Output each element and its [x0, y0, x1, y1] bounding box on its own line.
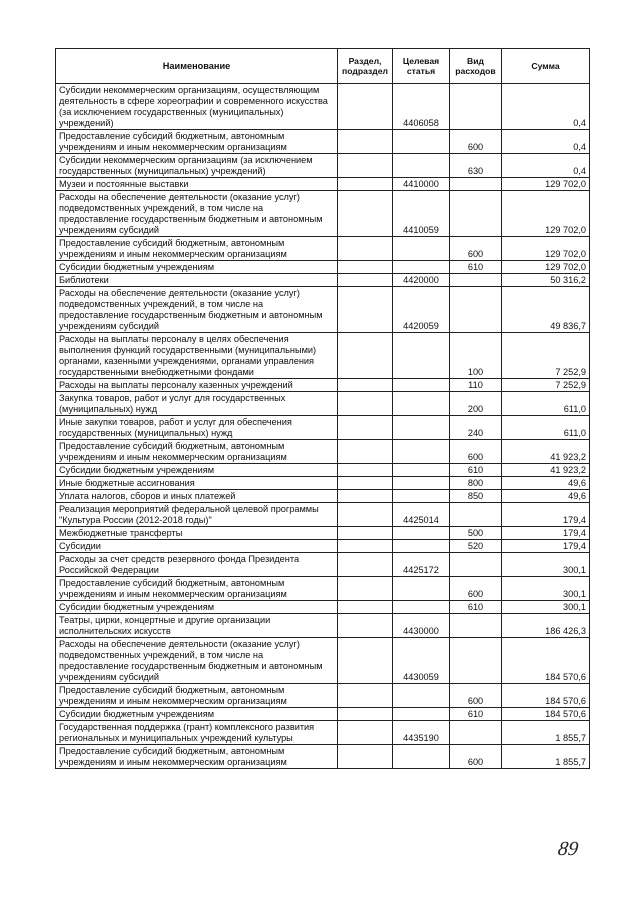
row-section — [338, 379, 393, 392]
row-type: 520 — [450, 540, 502, 553]
table-row — [56, 84, 590, 130]
row-sum: 184 570,6 — [502, 638, 590, 684]
table-row — [56, 416, 590, 440]
row-target: 4430000 — [393, 614, 450, 638]
row-target: 4425172 — [393, 553, 450, 577]
table-row — [56, 638, 590, 684]
row-target — [393, 527, 450, 540]
header-section: Раздел, подраздел — [338, 49, 393, 84]
row-target — [393, 130, 450, 154]
row-name: Расходы за счет средств резервного фонда Президента Российской Федерации — [56, 553, 338, 577]
row-sum: 179,4 — [502, 527, 590, 540]
row-sum: 49 836,7 — [502, 287, 590, 333]
row-target — [393, 379, 450, 392]
row-type: 600 — [450, 745, 502, 769]
row-section — [338, 601, 393, 614]
row-section — [338, 477, 393, 490]
row-sum: 0,4 — [502, 130, 590, 154]
row-target: 4420059 — [393, 287, 450, 333]
row-type — [450, 721, 502, 745]
row-section — [338, 638, 393, 684]
row-type — [450, 638, 502, 684]
table-header-row — [56, 49, 590, 84]
row-name: Предоставление субсидий бюджетным, автономным учреждениям и иным некоммерческим организациям — [56, 237, 338, 261]
row-sum: 49,6 — [502, 490, 590, 503]
table-row — [56, 440, 590, 464]
table-row — [56, 745, 590, 769]
row-target: 4410000 — [393, 178, 450, 191]
header-name: Наименование — [56, 49, 338, 84]
row-target — [393, 392, 450, 416]
row-type: 600 — [450, 237, 502, 261]
row-section — [338, 684, 393, 708]
table-row — [56, 527, 590, 540]
row-section — [338, 261, 393, 274]
row-name: Предоставление субсидий бюджетным, автономным учреждениям и иным некоммерческим организациям — [56, 130, 338, 154]
row-name: Субсидии некоммерческим организациям (за исключением государственных (муниципальных) учреждений) — [56, 154, 338, 178]
row-type: 240 — [450, 416, 502, 440]
row-section — [338, 333, 393, 379]
row-section — [338, 540, 393, 553]
row-name: Субсидии бюджетным учреждениям — [56, 261, 338, 274]
row-target: 4425014 — [393, 503, 450, 527]
row-target: 4406058 — [393, 84, 450, 130]
table-row — [56, 490, 590, 503]
row-sum: 129 702,0 — [502, 178, 590, 191]
table-row — [56, 684, 590, 708]
row-target — [393, 477, 450, 490]
header-target: Целевая статья — [393, 49, 450, 84]
budget-table-sheet — [55, 48, 589, 769]
table-row — [56, 601, 590, 614]
row-sum: 300,1 — [502, 553, 590, 577]
row-type — [450, 614, 502, 638]
row-type: 800 — [450, 477, 502, 490]
row-sum: 0,4 — [502, 84, 590, 130]
row-name: Субсидии некоммерческим организациям, осуществляющим деятельность в сфере хореографии и современного искусства (за исключением государственных (муниципальных) учреждений) — [56, 84, 338, 130]
row-type: 100 — [450, 333, 502, 379]
row-type: 630 — [450, 154, 502, 178]
row-sum: 1 855,7 — [502, 721, 590, 745]
row-target — [393, 464, 450, 477]
row-target — [393, 601, 450, 614]
row-type: 610 — [450, 708, 502, 721]
header-type: Вид расходов — [450, 49, 502, 84]
row-sum: 0,4 — [502, 154, 590, 178]
table-row — [56, 392, 590, 416]
row-sum: 41 923,2 — [502, 440, 590, 464]
row-section — [338, 708, 393, 721]
table-row — [56, 708, 590, 721]
row-name: Библиотеки — [56, 274, 338, 287]
row-name: Субсидии бюджетным учреждениям — [56, 601, 338, 614]
row-target — [393, 237, 450, 261]
row-type: 610 — [450, 464, 502, 477]
row-name: Государственная поддержка (грант) комплексного развития региональных и муниципальных учреждений культуры — [56, 721, 338, 745]
row-type: 610 — [450, 261, 502, 274]
row-name: Театры, цирки, концертные и другие организации исполнительских искусств — [56, 614, 338, 638]
row-name: Расходы на выплаты персоналу казенных учреждений — [56, 379, 338, 392]
row-target — [393, 745, 450, 769]
row-sum: 184 570,6 — [502, 708, 590, 721]
row-name: Предоставление субсидий бюджетным, автономным учреждениям и иным некоммерческим организациям — [56, 577, 338, 601]
row-sum: 50 316,2 — [502, 274, 590, 287]
table-body — [56, 84, 590, 769]
row-section — [338, 237, 393, 261]
row-sum: 300,1 — [502, 577, 590, 601]
row-target: 4420000 — [393, 274, 450, 287]
row-name: Предоставление субсидий бюджетным, автономным учреждениям и иным некоммерческим организациям — [56, 684, 338, 708]
row-name: Субсидии бюджетным учреждениям — [56, 464, 338, 477]
row-type — [450, 274, 502, 287]
row-target — [393, 416, 450, 440]
row-target: 4435190 — [393, 721, 450, 745]
row-target — [393, 333, 450, 379]
table-row — [56, 577, 590, 601]
table-row — [56, 553, 590, 577]
row-target — [393, 684, 450, 708]
row-target — [393, 577, 450, 601]
row-sum: 7 252,9 — [502, 379, 590, 392]
row-type: 200 — [450, 392, 502, 416]
header-sum: Сумма — [502, 49, 590, 84]
row-sum: 611,0 — [502, 392, 590, 416]
row-type — [450, 503, 502, 527]
table-row — [56, 477, 590, 490]
row-section — [338, 614, 393, 638]
table-row — [56, 464, 590, 477]
row-name: Расходы на обеспечение деятельности (оказание услуг) подведомственных учреждений, в том числе на предоставление государственным бюджетным и автономным учреждениям субсидий — [56, 191, 338, 237]
row-type — [450, 178, 502, 191]
row-section — [338, 745, 393, 769]
row-target — [393, 708, 450, 721]
row-sum: 179,4 — [502, 540, 590, 553]
row-target — [393, 440, 450, 464]
table-row — [56, 191, 590, 237]
row-target — [393, 261, 450, 274]
row-section — [338, 553, 393, 577]
table-row — [56, 154, 590, 178]
row-sum: 129 702,0 — [502, 191, 590, 237]
row-section — [338, 154, 393, 178]
row-name: Иные бюджетные ассигнования — [56, 477, 338, 490]
row-section — [338, 577, 393, 601]
row-type: 110 — [450, 379, 502, 392]
table-row — [56, 614, 590, 638]
row-section — [338, 392, 393, 416]
row-sum: 611,0 — [502, 416, 590, 440]
row-section — [338, 721, 393, 745]
row-type — [450, 84, 502, 130]
row-sum: 7 252,9 — [502, 333, 590, 379]
row-target: 4410059 — [393, 191, 450, 237]
row-target — [393, 490, 450, 503]
table-row — [56, 540, 590, 553]
row-sum: 129 702,0 — [502, 237, 590, 261]
row-name: Иные закупки товаров, работ и услуг для обеспечения государственных (муниципальных) нужд — [56, 416, 338, 440]
table-row — [56, 237, 590, 261]
row-section — [338, 503, 393, 527]
page-number: 89 — [556, 838, 580, 860]
row-name: Субсидии — [56, 540, 338, 553]
row-type: 600 — [450, 577, 502, 601]
row-sum: 186 426,3 — [502, 614, 590, 638]
row-target — [393, 154, 450, 178]
row-section — [338, 84, 393, 130]
table-row — [56, 379, 590, 392]
row-section — [338, 440, 393, 464]
row-section — [338, 178, 393, 191]
row-name: Предоставление субсидий бюджетным, автономным учреждениям и иным некоммерческим организациям — [56, 440, 338, 464]
row-sum: 184 570,6 — [502, 684, 590, 708]
row-sum: 49,6 — [502, 477, 590, 490]
row-target: 4430059 — [393, 638, 450, 684]
row-target — [393, 540, 450, 553]
row-type — [450, 287, 502, 333]
row-name: Расходы на обеспечение деятельности (оказание услуг) подведомственных учреждений, в том числе на предоставление государственным бюджетным и автономным учреждениям субсидий — [56, 287, 338, 333]
row-sum: 1 855,7 — [502, 745, 590, 769]
row-section — [338, 464, 393, 477]
row-type: 500 — [450, 527, 502, 540]
row-name: Музеи и постоянные выставки — [56, 178, 338, 191]
budget-table — [55, 48, 590, 769]
row-section — [338, 527, 393, 540]
row-name: Уплата налогов, сборов и иных платежей — [56, 490, 338, 503]
row-sum: 179,4 — [502, 503, 590, 527]
table-row — [56, 333, 590, 379]
row-sum: 300,1 — [502, 601, 590, 614]
row-type — [450, 191, 502, 237]
row-name: Предоставление субсидий бюджетным, автономным учреждениям и иным некоммерческим организациям — [56, 745, 338, 769]
row-sum: 41 923,2 — [502, 464, 590, 477]
table-row — [56, 287, 590, 333]
table-row — [56, 261, 590, 274]
table-row — [56, 130, 590, 154]
row-sum: 129 702,0 — [502, 261, 590, 274]
row-name: Расходы на выплаты персоналу в целях обеспечения выполнения функций государственными (муниципальными) органами, казенными учреждениями, органами управления государственными внебюджетными фондами — [56, 333, 338, 379]
row-name: Расходы на обеспечение деятельности (оказание услуг) подведомственных учреждений, в том числе на предоставление государственным бюджетным и автономным учреждениям субсидий — [56, 638, 338, 684]
row-type: 600 — [450, 684, 502, 708]
row-name: Межбюджетные трансферты — [56, 527, 338, 540]
row-section — [338, 274, 393, 287]
row-section — [338, 490, 393, 503]
row-name: Субсидии бюджетным учреждениям — [56, 708, 338, 721]
row-type: 850 — [450, 490, 502, 503]
row-section — [338, 191, 393, 237]
row-name: Реализация мероприятий федеральной целевой программы "Культура России (2012-2018 годы)" — [56, 503, 338, 527]
row-name: Закупка товаров, работ и услуг для государственных (муниципальных) нужд — [56, 392, 338, 416]
row-section — [338, 416, 393, 440]
row-type: 610 — [450, 601, 502, 614]
table-row — [56, 721, 590, 745]
table-row — [56, 178, 590, 191]
row-type: 600 — [450, 440, 502, 464]
row-type: 600 — [450, 130, 502, 154]
table-row — [56, 503, 590, 527]
row-type — [450, 553, 502, 577]
row-section — [338, 287, 393, 333]
row-section — [338, 130, 393, 154]
table-row — [56, 274, 590, 287]
